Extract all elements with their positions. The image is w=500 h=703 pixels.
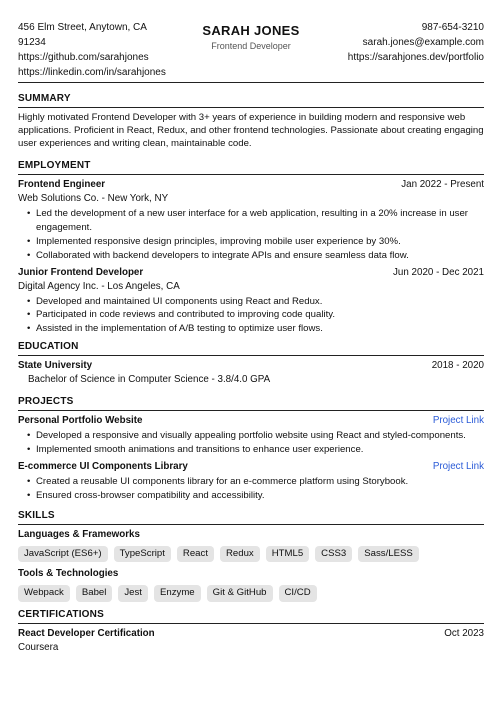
skill-chip: TypeScript bbox=[114, 546, 171, 562]
resume-header bbox=[18, 0, 484, 82]
job-entry bbox=[18, 267, 484, 337]
project-entry bbox=[18, 461, 484, 503]
skill-chip: CSS3 bbox=[315, 546, 352, 562]
linkedin-link[interactable]: https://linkedin.com/in/sarahjones bbox=[18, 67, 166, 78]
certification-entry bbox=[18, 628, 484, 655]
skills-section bbox=[18, 509, 484, 602]
summary-section bbox=[18, 92, 484, 151]
bullet-item: • Led the development of a new user interface for a web application, resulting in a 20% increase in user engagement. bbox=[36, 207, 484, 235]
job-bullets bbox=[18, 207, 484, 263]
bullet-item: • Created a reusable UI components library for an e-commerce platform using Storybook. bbox=[36, 475, 484, 489]
header-divider bbox=[18, 82, 484, 83]
project-bullets bbox=[18, 429, 484, 457]
project-bullets bbox=[18, 475, 484, 503]
portfolio-link[interactable]: https://sarahjones.dev/portfolio bbox=[347, 52, 484, 63]
job-title: Junior Frontend Developer bbox=[18, 266, 144, 278]
skill-chip: Babel bbox=[76, 585, 113, 601]
section-heading: CERTIFICATIONS bbox=[18, 608, 484, 624]
job-entry bbox=[18, 179, 484, 262]
bullet-item: • Assisted in the implementation of A/B testing to optimize user flows. bbox=[36, 322, 484, 336]
email-link[interactable]: sarah.jones@example.com bbox=[362, 37, 484, 48]
job-bullets bbox=[18, 295, 484, 337]
bullet-item: • Collaborated with backend developers to integrate APIs and ensure seamless data flow. bbox=[36, 249, 484, 263]
skill-chip: Git & GitHub bbox=[207, 585, 273, 601]
address-line: 456 Elm Street, Anytown, CA bbox=[18, 22, 147, 33]
skill-chip: Redux bbox=[220, 546, 260, 562]
job-company: Digital Agency Inc. - Los Angeles, CA bbox=[18, 280, 180, 292]
skill-chip: Sass/LESS bbox=[358, 546, 419, 562]
skill-group-title: Tools & Technologies bbox=[18, 568, 119, 580]
bullet-item: • Developed and maintained UI components using React and Redux. bbox=[36, 295, 484, 309]
phone-number: 987-654-3210 bbox=[421, 22, 484, 33]
certification-date: Oct 2023 bbox=[444, 628, 484, 640]
bullet-item: • Implemented smooth animations and transitions to enhance user experience. bbox=[36, 443, 484, 457]
skill-chip: Enzyme bbox=[154, 585, 201, 601]
section-heading: EMPLOYMENT bbox=[18, 159, 484, 175]
job-company: Web Solutions Co. - New York, NY bbox=[18, 193, 169, 205]
project-title: E-commerce UI Components Library bbox=[18, 461, 188, 473]
candidate-name: SARAH JONES bbox=[202, 23, 300, 38]
job-title: Frontend Engineer bbox=[18, 179, 106, 191]
address-line: 91234 bbox=[18, 37, 46, 48]
candidate-role: Frontend Developer bbox=[211, 41, 291, 52]
skill-chip: JavaScript (ES6+) bbox=[18, 546, 108, 562]
project-link[interactable]: Project Link bbox=[432, 415, 484, 427]
bullet-item: • Implemented responsive design principles, improving mobile user experience by 30%. bbox=[36, 235, 484, 249]
summary-text: Highly motivated Frontend Developer with 3+ years of experience in building modern and responsive web applications. Proficient in React, Redux, and other frontend technologies. Passionate about creating engaging user experiences and writing clean, maintainable code. bbox=[18, 112, 484, 150]
header-contact-right bbox=[348, 20, 484, 65]
skill-chips bbox=[18, 585, 484, 601]
education-entry bbox=[18, 360, 484, 387]
skill-group-title: Languages & Frameworks bbox=[18, 529, 140, 541]
degree: Bachelor of Science in Computer Science - 3.8/4.0 GPA bbox=[28, 374, 271, 386]
skill-chip: HTML5 bbox=[266, 546, 309, 562]
employment-section bbox=[18, 159, 484, 336]
project-title: Personal Portfolio Website bbox=[18, 415, 143, 427]
section-heading: EDUCATION bbox=[18, 340, 484, 356]
skill-chip: React bbox=[177, 546, 214, 562]
section-heading: SKILLS bbox=[18, 509, 484, 525]
certification-title: React Developer Certification bbox=[18, 628, 155, 640]
skill-chip: Webpack bbox=[18, 585, 70, 601]
job-dates: Jan 2022 - Present bbox=[401, 179, 484, 191]
skill-chips bbox=[18, 546, 484, 562]
section-heading: PROJECTS bbox=[18, 395, 484, 411]
certification-issuer: Coursera bbox=[18, 641, 59, 653]
project-entry bbox=[18, 415, 484, 457]
bullet-item: • Participated in code reviews and contributed to improving code quality. bbox=[36, 308, 484, 322]
skill-chip: CI/CD bbox=[279, 585, 317, 601]
school-name: State University bbox=[18, 360, 93, 372]
job-dates: Jun 2020 - Dec 2021 bbox=[393, 266, 484, 278]
education-dates: 2018 - 2020 bbox=[431, 360, 484, 372]
bullet-item: • Ensured cross-browser compatibility and accessibility. bbox=[36, 489, 484, 503]
github-link[interactable]: https://github.com/sarahjones bbox=[18, 52, 149, 63]
education-section bbox=[18, 340, 484, 387]
projects-section bbox=[18, 395, 484, 503]
project-link[interactable]: Project Link bbox=[432, 461, 484, 473]
certifications-section bbox=[18, 608, 484, 655]
skill-chip: Jest bbox=[118, 585, 148, 601]
bullet-item: • Developed a responsive and visually appealing portfolio website using React and styled-components. bbox=[36, 429, 484, 443]
section-heading: SUMMARY bbox=[18, 92, 484, 108]
